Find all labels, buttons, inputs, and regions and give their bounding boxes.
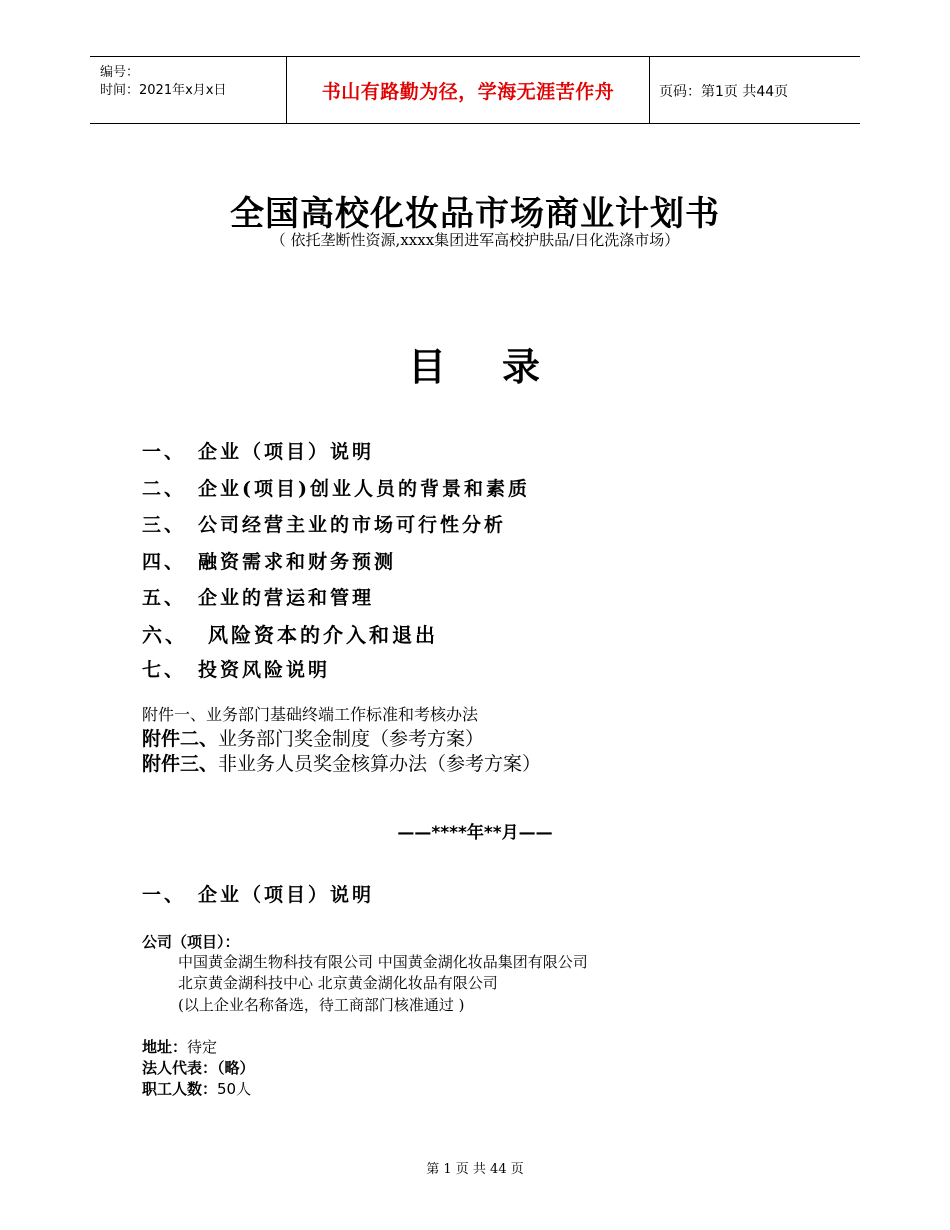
toc-item[interactable]: [142, 547, 396, 574]
toc-item-text: 融资需求和财务预测: [198, 551, 397, 573]
toc-item[interactable]: [142, 474, 530, 501]
toc-item-text: 公司经营主业的市场可行性分析: [198, 514, 507, 536]
page-header: [90, 56, 860, 124]
header-page-cell: [649, 57, 860, 123]
toc-item-number: 五、: [142, 587, 187, 609]
toc-title: [408, 336, 540, 391]
address-row: [142, 1036, 217, 1057]
toc-item-text: 投资风险说明: [198, 659, 331, 681]
section-number: 一、: [142, 884, 187, 906]
legal-rep-value: （略）: [217, 1059, 255, 1077]
appendix-label: 附件三、: [142, 753, 219, 775]
toc-item-number: 二、: [142, 478, 187, 500]
appendix-text: 业务部门奖金制度（参考方案）: [218, 728, 485, 750]
address-label: 地址：: [142, 1038, 188, 1056]
section-heading: [142, 880, 374, 907]
header-motto-cell: [286, 57, 650, 123]
staff-label: 职工人数：: [142, 1080, 218, 1098]
toc-item-text: 企业（项目）说明: [198, 441, 375, 463]
company-line: 北京黄金湖科技中心 北京黄金湖化妆品有限公司: [178, 974, 498, 992]
address-value: 待定: [187, 1038, 218, 1056]
toc-item-number: 六、: [142, 623, 188, 647]
toc-item[interactable]: [142, 437, 374, 464]
appendix-text: 业务部门基础终端工作标准和考核办法: [206, 705, 479, 724]
toc-item[interactable]: [142, 583, 374, 610]
toc-title-char-2: 录: [502, 344, 541, 389]
company-line: (以上企业名称备选，待工商部门核准通过 ): [178, 996, 465, 1014]
toc-item[interactable]: [142, 510, 506, 537]
toc-item-text: 企业(项目)创业人员的背景和素质: [198, 478, 530, 500]
toc-item-text: 风险资本的介入和退出: [198, 623, 438, 647]
toc-item[interactable]: [142, 619, 438, 648]
header-left-cell: [90, 57, 286, 123]
appendix-item: [142, 749, 541, 776]
toc-item-number: 三、: [142, 514, 187, 536]
date-line: ——****年**月——: [397, 823, 553, 843]
company-label: 公司（项目）：: [142, 933, 240, 951]
page-info: 页码：第1页 共44页: [659, 84, 789, 100]
appendix-item: [142, 724, 484, 751]
toc-title-char-1: 目: [408, 344, 447, 389]
time-label: 时间：2021年x月x日: [100, 83, 227, 98]
company-line: 中国黄金湖生物科技有限公司 中国黄金湖化妆品集团有限公司: [178, 953, 588, 971]
toc-item[interactable]: [142, 655, 330, 682]
legal-rep-label: 法人代表：: [142, 1059, 218, 1077]
appendix-label: 附件一、: [142, 705, 207, 724]
appendix-text: 非业务人员奖金核算办法（参考方案）: [218, 753, 542, 775]
page-footer: 第 1 页 共 44 页: [426, 1162, 524, 1177]
legal-rep-row: [142, 1057, 255, 1078]
document-title: 全国高校化妆品市场商业计划书: [230, 194, 720, 234]
document-subtitle: （ 依托垄断性资源,xxxx集团进军高校护肤品/日化洗涤市场）: [270, 231, 680, 249]
toc-item-number: 四、: [142, 551, 187, 573]
appendix-item: [142, 702, 478, 725]
toc-item-number: 七、: [142, 659, 187, 681]
toc-item-text: 企业的营运和管理: [198, 587, 375, 609]
staff-value: 50人: [217, 1080, 252, 1098]
toc-item-number: 一、: [142, 441, 187, 463]
number-label: 编号：: [100, 65, 140, 80]
staff-row: [142, 1078, 251, 1099]
section-title: 企业（项目）说明: [198, 884, 375, 906]
motto-text: 书山有路勤为径，学海无涯苦作舟: [321, 81, 615, 103]
appendix-label: 附件二、: [142, 728, 219, 750]
